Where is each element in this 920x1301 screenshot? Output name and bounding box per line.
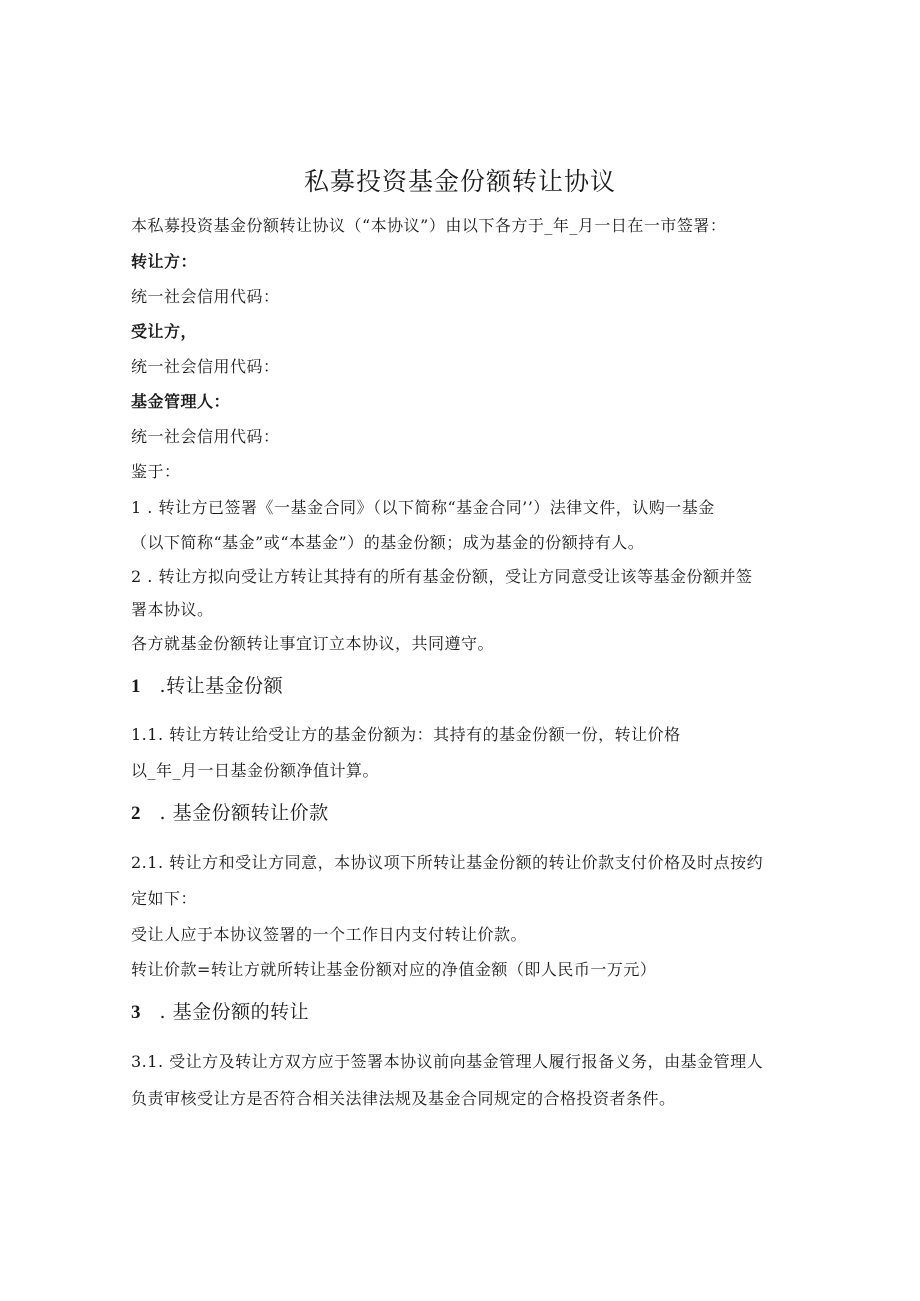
intro-paragraph: 本私募投资基金份额转让协议（“本协议”）由以下各方于_年_月一日在一市签署： <box>131 216 727 235</box>
section-3-title: . 基金份额的转让 <box>153 1001 310 1023</box>
payment-term: 受让人应于本协议签署的一个工作日内支付转让价款。 <box>131 925 528 944</box>
section-2-title: . 基金份额转让价款 <box>153 802 329 824</box>
clause-3-1-line-1: 3.1. 受让方及转让方双方应于签署本协议前向基金管理人履行报备义务，由基金管理人 <box>131 1052 764 1071</box>
section-1-heading <box>131 674 283 699</box>
transferor-credit-code: 统一社会信用代码： <box>131 287 280 306</box>
section-3-number: 3 <box>131 1002 141 1023</box>
manager-credit-code: 统一社会信用代码： <box>131 427 280 446</box>
recital-1-line-2: （以下简称“基金”或“本基金”）的基金份额；成为基金的份额持有人。 <box>131 533 645 552</box>
section-2-heading <box>131 801 329 826</box>
section-2-number: 2 <box>131 803 141 824</box>
clause-2-1-line-1: 2.1. 转让方和受让方同意，本协议项下所转让基金份额的转让价款支付价格及时点按约 <box>131 853 764 872</box>
transferee-credit-code: 统一社会信用代码： <box>131 357 280 376</box>
transferee-label: 受让方， <box>131 322 198 341</box>
clause-1-1-line-1: 1.1. 转让方转让给受让方的基金份额为：其持有的基金份额一份，转让价格 <box>131 725 681 744</box>
document-title: 私募投资基金份额转让协议 <box>303 167 616 196</box>
section-3-heading <box>131 1000 309 1025</box>
clause-1-1-line-2: 以_年_月一日基金份额净值计算。 <box>131 761 380 780</box>
clause-2-1-line-2: 定如下： <box>131 889 198 908</box>
section-1-number: 1 <box>131 676 141 697</box>
recital-1-line-1: 1 . 转让方已签署《一基金合同》（以下简称“基金合同’’）法律文件，认购一基金 <box>131 498 715 517</box>
transferor-label: 转让方： <box>131 252 198 271</box>
recital-2-line-2: 署本协议。 <box>131 600 214 619</box>
clause-3-1-line-2: 负责审核受让方是否符合相关法律法规及基金合同规定的合格投资者条件。 <box>131 1089 676 1108</box>
agreement-statement: 各方就基金份额转让事宜订立本协议，共同遵守。 <box>131 634 495 653</box>
recital-2-line-1: 2 . 转让方拟向受让方转让其持有的所有基金份额，受让方同意受让该等基金份额并签 <box>131 567 753 586</box>
section-1-title: .转让基金份额 <box>153 675 284 697</box>
manager-label: 基金管理人： <box>131 392 231 411</box>
whereas-heading: 鉴于： <box>131 462 181 481</box>
price-definition: 转让价款=转让方就所转让基金份额对应的净值金额（即人民币一万元） <box>131 960 657 979</box>
